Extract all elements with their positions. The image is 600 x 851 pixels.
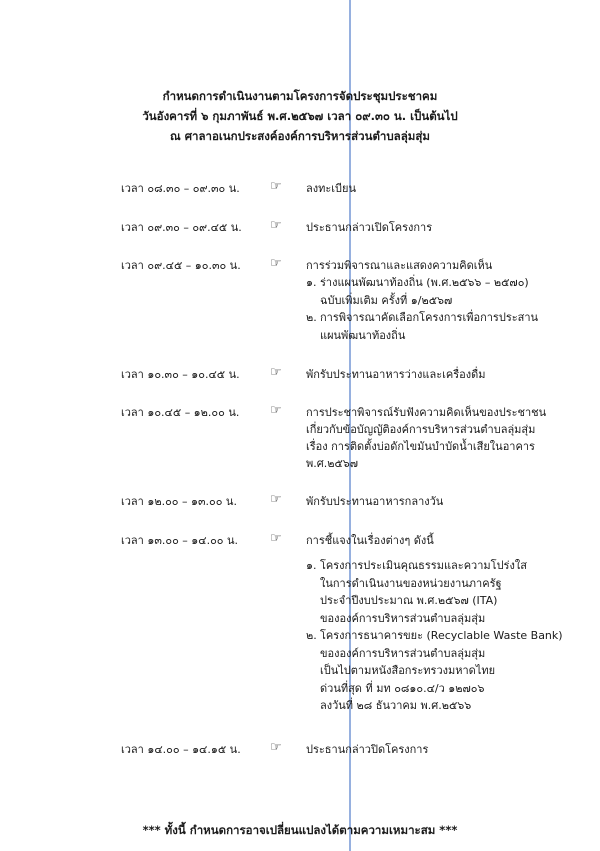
schedule-time: เวลา ๑๓.๐๐ – ๑๔.๐๐ น. [121, 534, 239, 547]
schedule-time: เวลา ๑๒.๐๐ – ๑๓.๐๐ น. [121, 495, 237, 508]
document-date-line: วันอังคารที่ ๖ กุมภาพันธ์ พ.ศ.๒๕๖๗ เวลา ๐๙.๓๐ น. เป็นต้นไป [142, 109, 458, 123]
schedule-activity: พักรับประทานอาหารกลางวัน [306, 495, 444, 508]
sub-item-line: ประจำปีงบประมาณ พ.ศ.๒๕๖๗ (ITA) [320, 594, 498, 607]
schedule-time: เวลา ๐๙.๔๕ – ๑๐.๓๐ น. [121, 259, 241, 272]
pointing-hand-icon: ☞ [270, 740, 282, 755]
sub-item-line: แผนพัฒนาท้องถิ่น [320, 328, 406, 342]
schedule-time: เวลา ๑๐.๓๐ – ๑๐.๔๕ น. [121, 368, 240, 381]
schedule-activity: ประธานกล่าวปิดโครงการ [306, 743, 429, 756]
schedule-activity: การประชาพิจารณ์รับฟังความคิดเห็นของประชาชน เกี่ยวกับข้อบัญญัติองค์การบริหารส่วนตำบลลุ่มสุ่ม เรื่อง การติดตั้งบ่อดักไขมันบำบัดน้ำเสียในอาคาร พ.ศ.๒๕๖๗ [306, 406, 547, 470]
sub-item-line: ขององค์การบริหารส่วนตำบลลุ่มสุ่ม [320, 646, 486, 660]
footer-note: *** ทั้งนี้ กำหนดการอาจเปลี่ยนแปลงได้ตามความเหมาะสม *** [142, 823, 458, 837]
sub-item: ๑. โครงการประเมินคุณธรรมและความโปร่งใส [306, 559, 527, 572]
pointing-hand-icon: ☞ [270, 365, 282, 380]
sub-item: ๒. การพิจารณาคัดเลือกโครงการเพื่อการประสาน [306, 311, 539, 324]
sub-item-list [306, 274, 586, 344]
sub-item-line: ลงวันที่ ๒๘ ธันวาคม พ.ศ.๒๕๖๖ [320, 699, 472, 712]
pointing-hand-icon: ☞ [270, 403, 282, 418]
schedule-time: เวลา ๐๙.๓๐ – ๐๙.๔๕ น. [121, 221, 242, 234]
document-venue-line: ณ ศาลาอเนกประสงค์องค์การบริหารส่วนตำบลลุ่มสุ่ม [170, 129, 430, 143]
sub-item-line: ในการดำเนินงานของหน่วยงานภาครัฐ [320, 576, 502, 590]
pointing-hand-icon: ☞ [270, 256, 282, 271]
pointing-hand-icon: ☞ [270, 179, 282, 194]
pointing-hand-icon: ☞ [270, 492, 282, 507]
schedule-time: เวลา ๐๘.๓๐ – ๐๙.๓๐ น. [121, 182, 240, 195]
sub-item-line: ขององค์การบริหารส่วนตำบลลุ่มสุ่ม [320, 611, 486, 625]
schedule-time: เวลา ๑๔.๐๐ – ๑๔.๑๕ น. [121, 743, 241, 756]
sub-item: ๑. ร่างแผนพัฒนาท้องถิ่น (พ.ศ.๒๕๖๖ – ๒๕๗๐) [306, 276, 529, 289]
sub-item-line: ฉบับเพิ่มเติม ครั้งที่ ๑/๒๕๖๗ [320, 293, 453, 307]
schedule-time: เวลา ๑๐.๔๕ – ๑๒.๐๐ น. [121, 406, 240, 419]
schedule-activity: ประธานกล่าวเปิดโครงการ [306, 221, 433, 234]
sub-item-line: ด่วนที่สุด ที่ มท ๐๘๑๐.๔/ว ๑๒๗๐๖ [320, 681, 485, 695]
sub-item-list [306, 557, 586, 715]
schedule-activity: การชี้แจงในเรื่องต่างๆ ดังนี้ [306, 534, 434, 547]
sub-item: ๒. โครงการธนาคารขยะ (Recyclable Waste Bank) [306, 629, 563, 642]
document-title: กำหนดการดำเนินงานตามโครงการจัดประชุมประชาคม [162, 89, 438, 103]
pointing-hand-icon: ☞ [270, 218, 282, 233]
schedule-activity: การร่วมพิจารณาและแสดงความคิดเห็น [306, 259, 493, 272]
schedule-activity: ลงทะเบียน [306, 182, 356, 195]
pointing-hand-icon: ☞ [270, 531, 282, 546]
sub-item-line: เป็นไปตามหนังสือกระทรวงมหาดไทย [320, 664, 496, 677]
schedule-activity: พักรับประทานอาหารว่างและเครื่องดื่ม [306, 368, 486, 381]
